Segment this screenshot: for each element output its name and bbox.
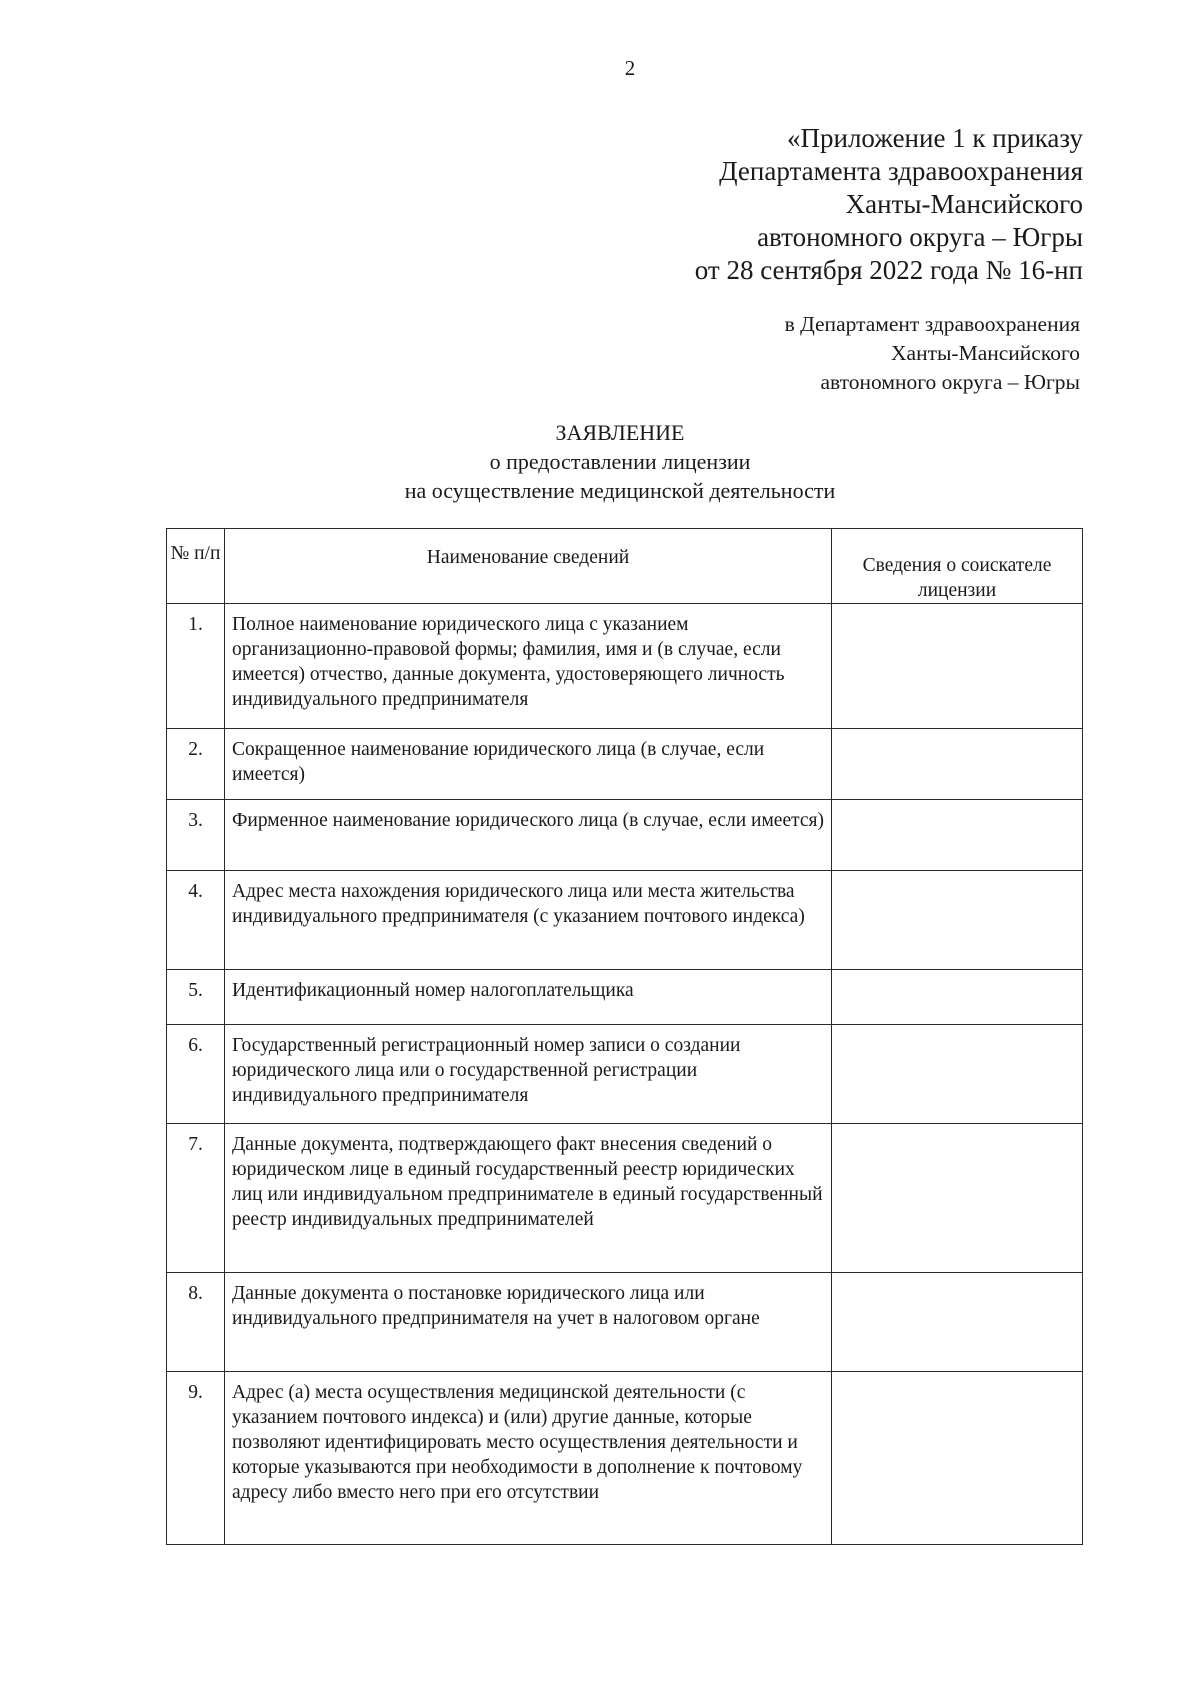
addressee-block	[785, 310, 1080, 397]
row-number: 3.	[167, 800, 225, 871]
license-info-table	[166, 528, 1083, 1545]
row-number: 9.	[167, 1372, 225, 1545]
appendix-line: автономного округа – Югры	[757, 222, 1083, 252]
row-name: Адрес (а) места осуществления медицинской деятельности (с указанием почтового индекса) и (или) другие данные, которые позволяют идентифицировать место осуществления деятельности и которые указываются при необходимости в дополнение к почтовому адресу либо вместо него при его отсутствии	[225, 1372, 832, 1545]
table-row	[167, 1372, 1083, 1545]
row-value-field[interactable]	[832, 729, 1083, 800]
row-name: Государственный регистрационный номер записи о создании юридического лица или о государственной регистрации индивидуального предпринимателя	[225, 1025, 832, 1124]
row-number: 8.	[167, 1273, 225, 1372]
row-value-field[interactable]	[832, 1124, 1083, 1273]
table-header-row	[167, 529, 1083, 604]
row-number: 6.	[167, 1025, 225, 1124]
row-number: 7.	[167, 1124, 225, 1273]
appendix-line: Департамента здравоохранения	[719, 156, 1083, 186]
appendix-line: Ханты-Мансийского	[845, 189, 1083, 219]
row-value-field[interactable]	[832, 970, 1083, 1025]
header-name: Наименование сведений	[225, 529, 832, 604]
row-number: 4.	[167, 871, 225, 970]
row-value-field[interactable]	[832, 1025, 1083, 1124]
table-row	[167, 871, 1083, 970]
page-number: 2	[624, 56, 636, 80]
addressee-line: Ханты-Мансийского	[891, 341, 1080, 365]
row-name: Сокращенное наименование юридического лица (в случае, если имеется)	[225, 729, 832, 800]
title-subtitle: на осуществление медицинской деятельности	[404, 478, 836, 503]
row-number: 1.	[167, 604, 225, 729]
addressee-line: в Департамент здравоохранения	[784, 312, 1080, 336]
table-row	[167, 604, 1083, 729]
table-row	[167, 729, 1083, 800]
row-name: Данные документа, подтверждающего факт внесения сведений о юридическом лице в единый государственный реестр юридических лиц или индивидуальном предпринимателе в единый государственный реестр индивидуальных предпринимателей	[225, 1124, 832, 1273]
row-value-field[interactable]	[832, 1372, 1083, 1545]
appendix-reference	[695, 122, 1083, 287]
document-title	[300, 418, 940, 505]
table-row	[167, 1273, 1083, 1372]
header-number: № п/п	[167, 529, 225, 604]
row-name: Фирменное наименование юридического лица (в случае, если имеется)	[225, 800, 832, 871]
row-value-field[interactable]	[832, 800, 1083, 871]
table-row	[167, 970, 1083, 1025]
title-subtitle: о предоставлении лицензии	[489, 449, 751, 474]
row-name: Полное наименование юридического лица с указанием организационно-правовой формы; фамилия, имя и (в случае, если имеется) отчество, данные документа, удостоверяющего личность индивидуального предпринимателя	[225, 604, 832, 729]
table-row	[167, 800, 1083, 871]
row-name: Адрес места нахождения юридического лица или места жительства индивидуального предпринимателя (с указанием почтового индекса)	[225, 871, 832, 970]
appendix-line: от 28 сентября 2022 года № 16-нп	[694, 255, 1083, 285]
appendix-line: «Приложение 1 к приказу	[787, 123, 1083, 153]
addressee-line: автономного округа – Югры	[820, 370, 1080, 394]
row-number: 5.	[167, 970, 225, 1025]
row-value-field[interactable]	[832, 1273, 1083, 1372]
table-row	[167, 1025, 1083, 1124]
row-name: Данные документа о постановке юридического лица или индивидуального предпринимателя на учет в налоговом органе	[225, 1273, 832, 1372]
row-number: 2.	[167, 729, 225, 800]
title-main: ЗАЯВЛЕНИЕ	[555, 420, 685, 445]
row-name: Идентификационный номер налогоплательщика	[225, 970, 832, 1025]
row-value-field[interactable]	[832, 871, 1083, 970]
row-value-field[interactable]	[832, 604, 1083, 729]
table-row	[167, 1124, 1083, 1273]
header-value: Сведения о соискателе лицензии	[832, 529, 1083, 604]
